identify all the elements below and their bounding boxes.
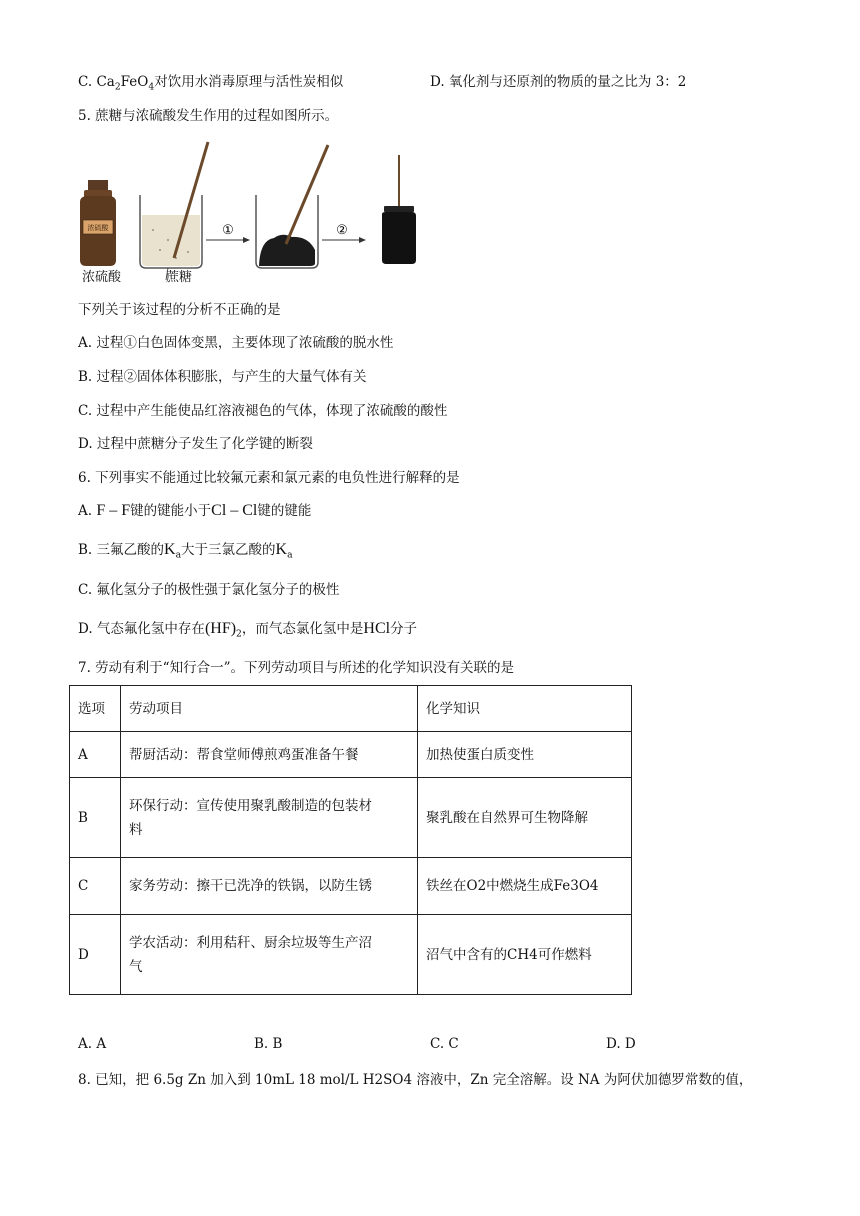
q5-option-b: B. 过程②固体体积膨胀，与产生的大量气体有关 bbox=[78, 369, 367, 385]
q6-option-d: D. 气态氟化氢中存在$(HF)_2$，而气态氯化氢中是HCl分子 bbox=[78, 620, 418, 640]
q5-figure bbox=[78, 140, 438, 285]
q7-stem: 7. 劳动有利于“知行合一”。下列劳动项目与所述的化学知识没有关联的是 bbox=[78, 660, 514, 676]
q6-stem: 6. 下列事实不能通过比较氟元素和氯元素的电负性进行解释的是 bbox=[78, 470, 460, 486]
header-option: 选项 bbox=[70, 686, 121, 732]
step-2-label: ② bbox=[336, 223, 348, 238]
row-c-chem: 铁丝在O2中燃烧生成Fe3O4 bbox=[418, 858, 632, 915]
q5-stem: 5. 蔗糖与浓硫酸发生作用的过程如图所示。 bbox=[78, 108, 339, 124]
q8-stem: 8. 已知，把 6.5g Zn 加入到 10mL 18 mol/L H2SO4 溶液中，Zn 完全溶解。设 NA 为阿伏加德罗常数的值， bbox=[78, 1072, 753, 1088]
table-row: A 帮厨活动：帮食堂师傅煎鸡蛋准备午餐 加热使蛋白质变性 bbox=[70, 732, 632, 778]
expanded-carbon-illustration bbox=[382, 155, 416, 264]
q6-option-c: C. 氟化氢分子的极性强于氯化氢分子的极性 bbox=[78, 582, 340, 598]
q6-option-a: A. F – F键的键能小于Cl – Cl键的键能 bbox=[78, 502, 312, 519]
step-1-label: ① bbox=[222, 223, 234, 238]
q5-option-c: C. 过程中产生能使品红溶液褪色的气体，体现了浓硫酸的酸性 bbox=[78, 403, 448, 419]
answer-c: C. C bbox=[430, 1036, 459, 1052]
arrow-step-2 bbox=[322, 223, 366, 243]
q5-option-a: A. 过程①白色固体变黑，主要体现了浓硫酸的脱水性 bbox=[78, 335, 394, 351]
acid-bottle-illustration bbox=[80, 180, 116, 266]
beaker-carbon-illustration bbox=[256, 145, 328, 268]
table-header-row bbox=[70, 686, 632, 732]
q5-question: 下列关于该过程的分析不正确的是 bbox=[78, 302, 281, 318]
answer-a: A. A bbox=[78, 1036, 107, 1052]
sugar-acid-diagram bbox=[78, 140, 438, 285]
header-labor: 劳动项目 bbox=[121, 686, 418, 732]
answer-d: D. D bbox=[606, 1036, 636, 1052]
table-row: C 家务劳动：擦干已洗净的铁锅，以防生锈 铁丝在O2中燃烧生成Fe3O4 bbox=[70, 858, 632, 915]
table-row: D 学农活动：利用秸秆、厨余垃圾等生产沼 气 沼气中含有的CH4可作燃料 bbox=[70, 915, 632, 995]
arrow-step-1 bbox=[206, 223, 250, 243]
bottle-caption: 浓硫酸 bbox=[82, 270, 122, 285]
beaker-sugar-illustration bbox=[140, 142, 208, 280]
q4-option-c: C. $Ca_2FeO_4$对饮用水消毒原理与活性炭相似 bbox=[78, 74, 344, 93]
row-d-chem: 沼气中含有的CH4可作燃料 bbox=[418, 915, 632, 995]
q5-option-d: D. 过程中蔗糖分子发生了化学键的断裂 bbox=[78, 436, 313, 452]
q7-table bbox=[69, 685, 632, 995]
table-row: B 环保行动：宣传使用聚乳酸制造的包装材 料 聚乳酸在自然界可生物降解 bbox=[70, 778, 632, 858]
q6-option-b: B. 三氟乙酸的$K_a$大于三氯乙酸的$K_a$ bbox=[78, 541, 293, 561]
answer-b: B. B bbox=[254, 1036, 283, 1052]
bottle-tag-text: 浓硫酸 bbox=[87, 224, 109, 232]
sugar-caption: 蔗糖 bbox=[166, 270, 193, 285]
q4-option-d: D. 氧化剂与还原剂的物质的量之比为 3：2 bbox=[430, 74, 687, 90]
header-chem: 化学知识 bbox=[418, 686, 632, 732]
